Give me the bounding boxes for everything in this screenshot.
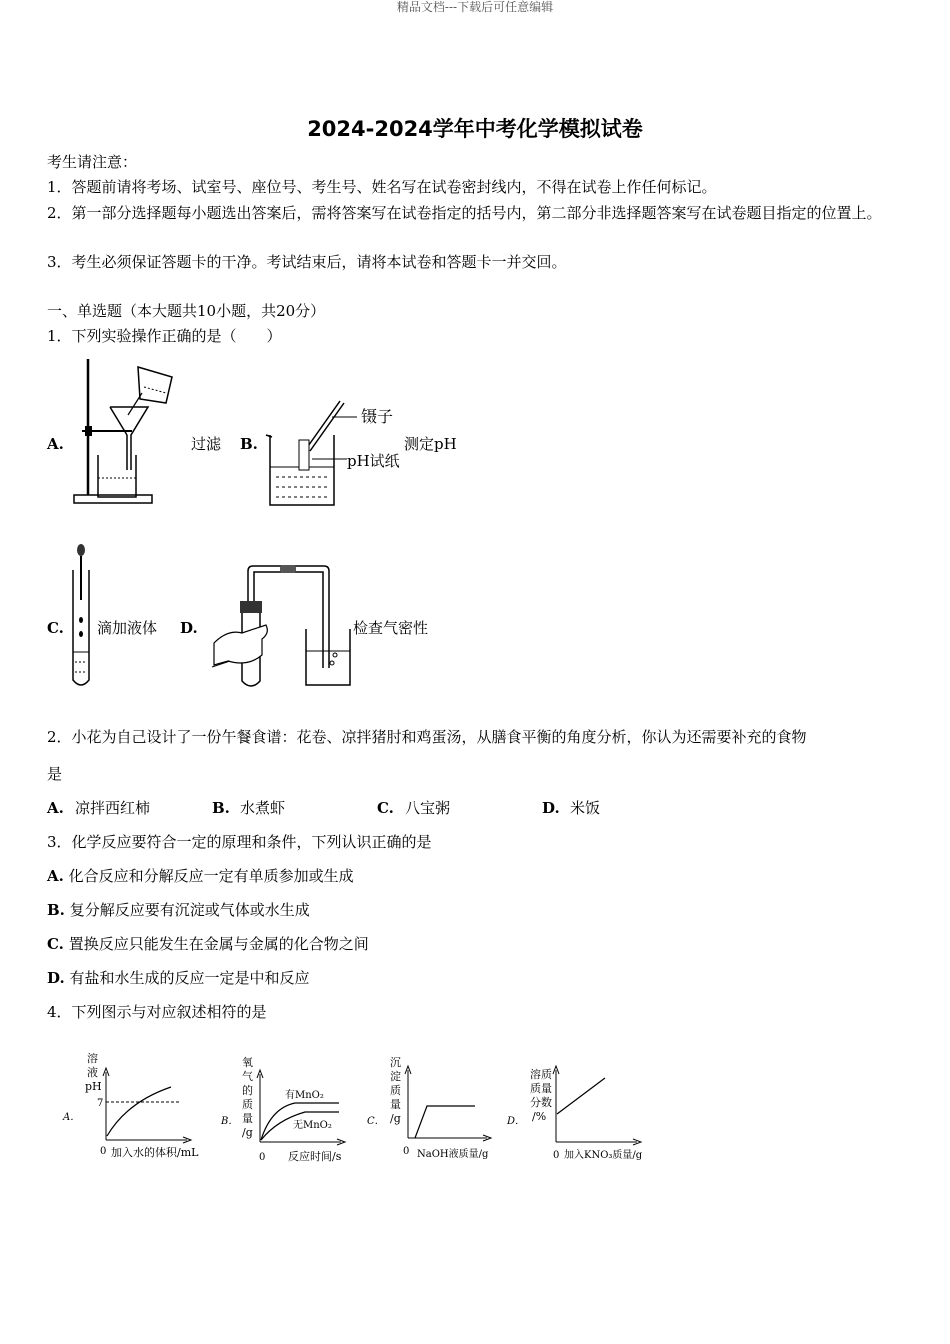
q4-stem: 4．下列图示与对应叙述相符的是: [47, 1003, 267, 1021]
graph-a-xlabel: 加入水的体积/mL: [111, 1146, 199, 1159]
q2-option-d-text: 米饭: [570, 799, 601, 817]
graph-d-xlabel: 加入KNO₃质量/g: [564, 1150, 643, 1161]
graph-d-label: D．: [507, 1116, 526, 1127]
notice-heading: 考生请注意：: [47, 153, 138, 171]
page-header: 精品文档---下载后可任意编辑: [396, 0, 554, 14]
graph-a-ylabel-1: 溶: [87, 1052, 98, 1065]
graph-c-ylabel-5: /g: [390, 1112, 401, 1125]
filtration-apparatus-figure: [68, 355, 192, 510]
q3-stem: 3．化学反应要符合一定的原理和条件，下列认识正确的是: [47, 833, 432, 851]
q3-option-b-label: B.: [47, 901, 65, 919]
notice-item-1: 1．答题前请将考场、试室号、座位号、考生号、姓名写在试卷密封线内，不得在试卷上作任何标记。: [47, 178, 717, 196]
graph-b-curve2-label: 无MnO₂: [293, 1120, 332, 1131]
graph-b-label: B．: [221, 1116, 239, 1127]
q2-stem: 2．小花为自己设计了一份午餐食谱：花卷、凉拌猪肘和鸡蛋汤，从膳食平衡的角度分析，你认为还需要补充的食物: [47, 728, 807, 746]
q2-stem-end: 是: [47, 765, 63, 783]
graph-a-origin: 0: [100, 1146, 107, 1157]
graph-b-ylabel-3: 的: [242, 1084, 253, 1097]
q2-option-c-label: C.: [377, 799, 394, 817]
q2-option-a-text: 凉拌西红柿: [75, 799, 151, 817]
graph-d-ylabel-2: 质量: [530, 1082, 552, 1095]
graph-d-ylabel-3: 分数: [530, 1096, 552, 1109]
section-heading: 一、单选题（本大题共10小题，共20分）: [47, 302, 326, 320]
graph-c-xlabel: NaOH液质量/g: [417, 1149, 489, 1160]
ph-paper-tag: pH试纸: [347, 452, 400, 470]
airtightness-check-figure: [208, 563, 354, 691]
graph-c-ylabel-2: 淀: [390, 1070, 401, 1083]
q3-option-d-text: 有盐和水生成的反应一定是中和反应: [69, 969, 310, 987]
q1-option-b-text: 测定pH: [404, 435, 457, 453]
graph-d-ylabel-4: /%: [532, 1110, 547, 1123]
q2-option-d-label: D.: [542, 799, 560, 817]
graph-c-ylabel-1: 沉: [390, 1056, 401, 1069]
graph-d-origin: 0: [553, 1150, 560, 1161]
q3-option-a-text: 化合反应和分解反应一定有单质参加或生成: [68, 867, 354, 885]
graph-c-ylabel-4: 量: [390, 1098, 401, 1111]
q3-option-c-text: 置换反应只能发生在金属与金属的化合物之间: [68, 935, 369, 953]
q2-option-b-text: 水煮虾: [240, 799, 286, 817]
q2-option-c-text: 八宝粥: [405, 799, 451, 817]
q3-option-d-label: D.: [47, 969, 65, 987]
graph-c-label: C．: [367, 1116, 385, 1127]
q1-option-b-label: B.: [240, 435, 258, 453]
q3-option-b-text: 复分解反应要有沉淀或气体或水生成: [69, 901, 310, 919]
q2-option-b-label: B.: [212, 799, 230, 817]
graph-a-ylabel-2: 液: [87, 1066, 98, 1079]
graph-b-ylabel-5: 量: [242, 1112, 253, 1125]
q1-option-a-label: A.: [47, 435, 64, 453]
graph-d-ylabel-1: 溶质: [530, 1068, 552, 1081]
graph-c-origin: 0: [403, 1146, 410, 1157]
q1-option-d-text: 检查气密性: [353, 619, 429, 637]
q3-option-c-label: C.: [47, 935, 64, 953]
graph-c-ylabel-3: 质: [390, 1084, 401, 1097]
q1-option-d-label: D.: [180, 619, 198, 637]
graph-b-ylabel-2: 气: [242, 1070, 253, 1083]
page-title: 2024-2024学年中考化学模拟试卷: [307, 117, 643, 141]
graph-b-ylabel-1: 氧: [242, 1056, 253, 1069]
q2-option-a-label: A.: [47, 799, 64, 817]
graph-a-ylabel-3: pH: [85, 1080, 102, 1093]
tweezers-tag: 镊子: [361, 407, 394, 426]
q1-option-c-label: C.: [47, 619, 64, 637]
notice-item-2: 2．第一部分选择题每小题选出答案后，需将答案写在试卷指定的括号内，第二部分非选择题答案写在试卷题目指定的位置上。: [47, 204, 882, 222]
graph-d: [505, 1050, 650, 1165]
graph-b-ylabel-4: 质: [242, 1098, 253, 1111]
graph-a: [55, 1050, 205, 1165]
notice-item-3: 3．考生必须保证答题卡的干净。考试结束后，请将本试卷和答题卡一并交回。: [47, 253, 567, 271]
q3-option-a-label: A.: [47, 867, 64, 885]
q1-stem: 1．下列实验操作正确的是（ ）: [47, 327, 282, 345]
graph-a-ytick: 7: [97, 1098, 104, 1109]
graph-b-curve1-label: 有MnO₂: [285, 1090, 324, 1101]
graph-c: [365, 1050, 505, 1165]
graph-b-origin: 0: [259, 1152, 266, 1163]
graph-b-xlabel: 反应时间/s: [288, 1150, 342, 1163]
graph-a-label: A．: [63, 1112, 81, 1123]
graph-b-ylabel-6: /g: [242, 1126, 253, 1139]
q1-option-c-text: 滴加液体: [97, 619, 158, 637]
dropper-figure: [68, 540, 96, 690]
q1-option-a-text: 过滤: [191, 435, 222, 453]
graph-b: [215, 1050, 365, 1168]
